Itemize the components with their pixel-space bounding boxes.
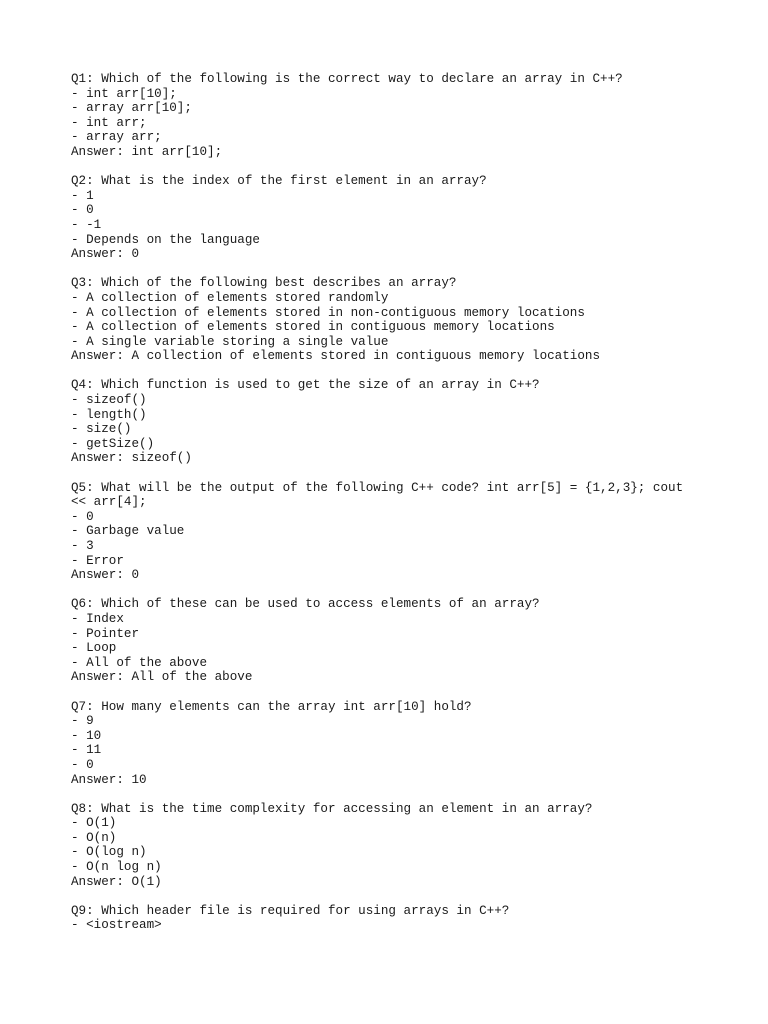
answer-option: - 0 [71, 757, 94, 772]
answer-option: - 0 [71, 509, 94, 524]
question-block [71, 174, 701, 262]
correct-answer: Answer: 0 [71, 568, 140, 583]
correct-answer: Answer: int arr[10]; [71, 144, 223, 159]
question-text: Q6: Which of these can be used to access elements of an array? [71, 597, 540, 612]
question-text: Q7: How many elements can the array int arr[10] hold? [71, 699, 472, 714]
answer-option: - Pointer [71, 626, 140, 641]
question-text: Q8: What is the time complexity for accessing an element in an array? [71, 801, 593, 816]
answer-option: - Index [71, 611, 124, 626]
correct-answer: Answer: 10 [71, 772, 147, 787]
question-block [71, 378, 701, 466]
question-text: Q2: What is the index of the first element in an array? [71, 174, 487, 189]
answer-option: - A collection of elements stored in contiguous memory locations [71, 320, 555, 335]
answer-option: - Depends on the language [71, 232, 260, 247]
correct-answer: Answer: All of the above [71, 670, 253, 685]
question-text: Q4: Which function is used to get the size of an array in C++? [71, 378, 540, 393]
answer-option: - array arr; [71, 130, 162, 145]
question-block [71, 481, 701, 583]
question-block [71, 904, 701, 933]
answer-option: - sizeof() [71, 393, 147, 408]
question-block [71, 802, 701, 890]
answer-option: - 9 [71, 714, 94, 729]
answer-option: - A collection of elements stored in non-contiguous memory locations [71, 305, 585, 320]
answer-option: - getSize() [71, 436, 155, 451]
answer-option: - 0 [71, 203, 94, 218]
answer-option: - int arr[10]; [71, 86, 177, 101]
correct-answer: Answer: 0 [71, 247, 140, 262]
correct-answer: Answer: sizeof() [71, 451, 192, 466]
answer-option: - 1 [71, 188, 94, 203]
question-block [71, 276, 701, 364]
answer-option: - Loop [71, 641, 117, 656]
question-text: Q3: Which of the following best describes an array? [71, 276, 457, 291]
question-block [71, 72, 701, 160]
answer-option: - All of the above [71, 655, 208, 670]
answer-option: - O(log n) [71, 845, 147, 860]
question-text: Q9: Which header file is required for using arrays in C++? [71, 903, 510, 918]
answer-option: - <iostream> [71, 918, 162, 933]
question-block [71, 700, 701, 788]
question-text: Q5: What will be the output of the following C++ code? int arr[5] = {1,2,3}; cout << arr[4]; [71, 480, 691, 510]
answer-option: - Error [71, 553, 124, 568]
answer-option: - O(n log n) [71, 860, 162, 875]
answer-option: - 11 [71, 743, 102, 758]
quiz-document [71, 72, 701, 948]
correct-answer: Answer: A collection of elements stored in contiguous memory locations [71, 349, 601, 364]
answer-option: - -1 [71, 217, 102, 232]
question-text: Q1: Which of the following is the correct way to declare an array in C++? [71, 72, 623, 86]
answer-option: - size() [71, 422, 132, 437]
answer-option: - array arr[10]; [71, 101, 192, 116]
answer-option: - O(1) [71, 816, 117, 831]
correct-answer: Answer: O(1) [71, 874, 162, 889]
answer-option: - A collection of elements stored randomly [71, 290, 389, 305]
question-block [71, 597, 701, 685]
answer-option: - Garbage value [71, 524, 185, 539]
answer-option: - 3 [71, 539, 94, 553]
answer-option: - 10 [71, 728, 102, 743]
answer-option: - int arr; [71, 115, 147, 130]
answer-option: - length() [71, 407, 147, 422]
answer-option: - O(n) [71, 830, 117, 845]
answer-option: - A single variable storing a single value [71, 334, 389, 349]
